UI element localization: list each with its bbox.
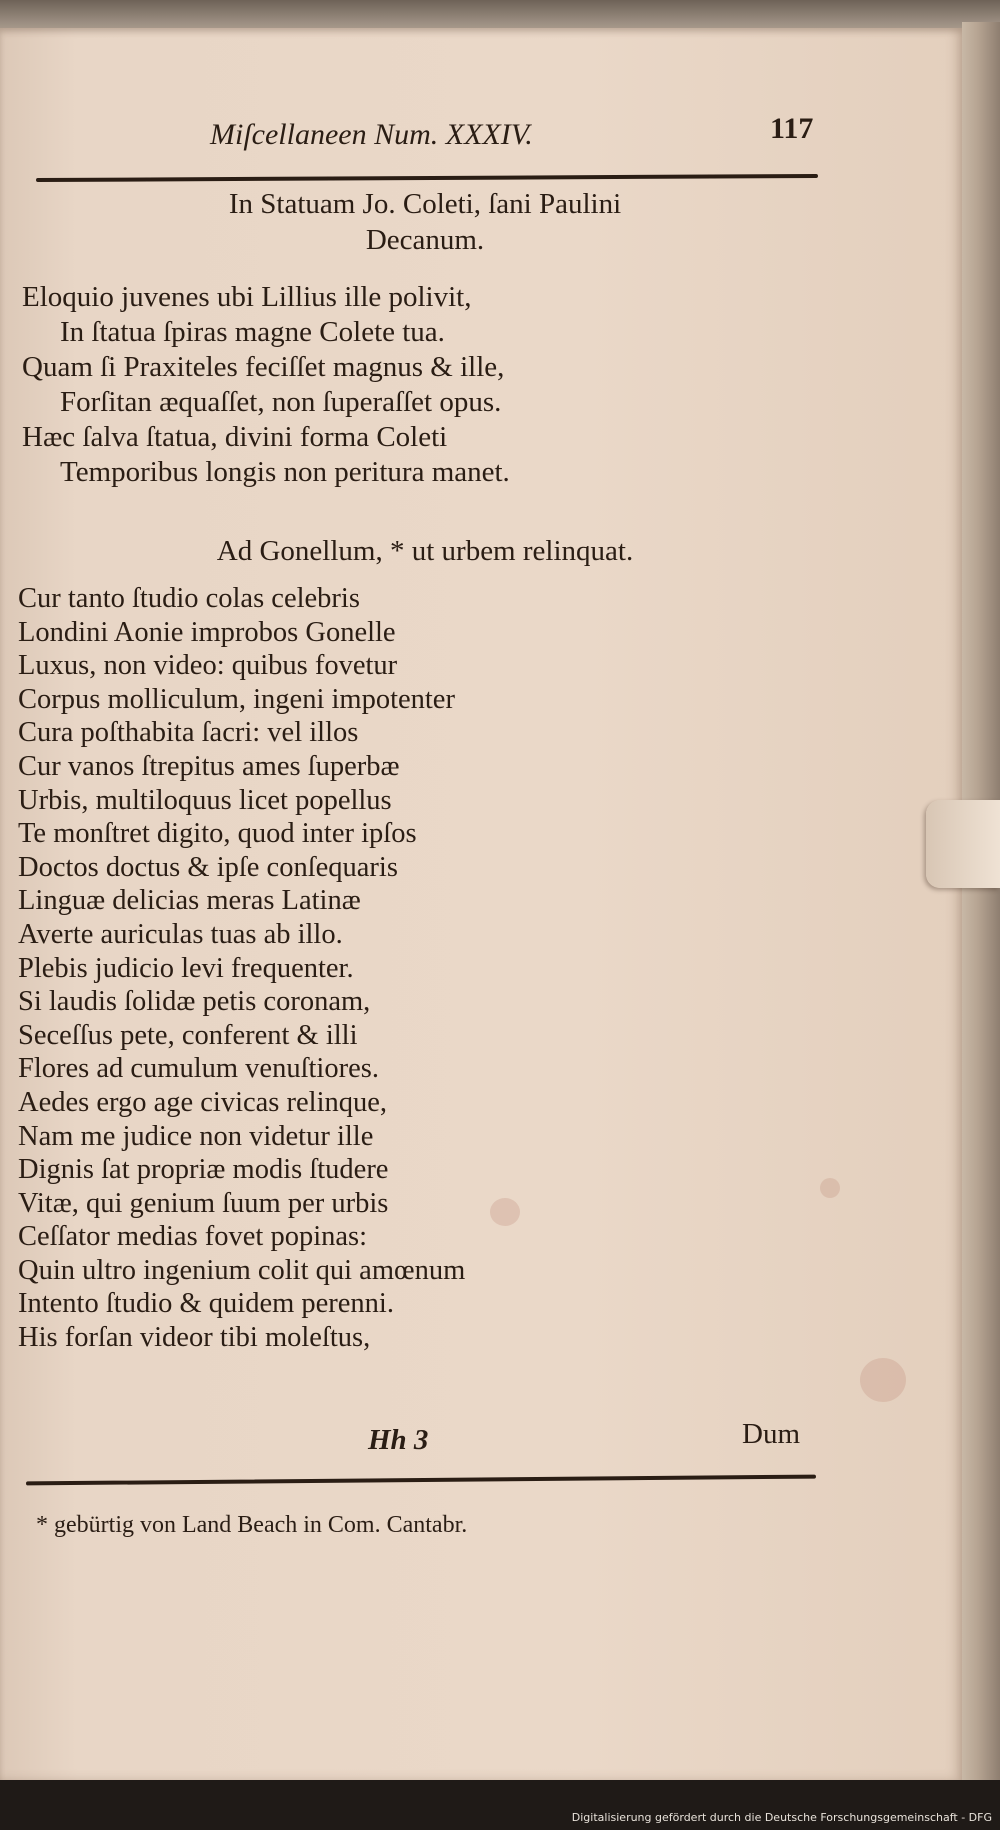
- verse-line: In ſtatua ſpiras magne Colete tua.: [60, 316, 445, 348]
- verse-line: Doctos doctus & ipſe conſequaris: [18, 851, 398, 883]
- verse-line: Intento ſtudio & quidem perenni.: [18, 1288, 394, 1320]
- verse-line: Te monſtret digito, quod inter ipſos: [18, 818, 417, 850]
- digitization-credit: Digitalisierung gefördert durch die Deutsche Forschungsgemeinschaft - DFG: [571, 1811, 992, 1824]
- verse-line: Temporibus longis non peritura manet.: [60, 456, 510, 488]
- verse-line: Seceſſus pete, conferent & illi: [18, 1019, 358, 1051]
- verse-line: Flores ad cumulum venuſtiores.: [18, 1053, 379, 1085]
- book-fore-edge: [962, 22, 1000, 1792]
- poem1-title-line1: In Statuam Jo. Coleti, ſani Paulini: [228, 188, 622, 220]
- verse-line: Cur vanos ſtrepitus ames ſuperbæ: [18, 750, 400, 782]
- verse-line: Ceſſator medias fovet popinas:: [18, 1221, 368, 1253]
- verse-line: Nam me judice non videtur ille: [18, 1120, 374, 1152]
- verse-line: His forſan videor tibi moleſtus,: [18, 1322, 371, 1354]
- verse-line: Cura poſthabita ſacri: vel illos: [18, 717, 359, 749]
- page-fold-tab: [926, 800, 1000, 888]
- poem1-title-line2: Decanum.: [365, 224, 485, 256]
- verse-line: Vitæ, qui genium ſuum per urbis: [18, 1187, 389, 1219]
- verse-line: Hæc ſalva ſtatua, divini forma Coleti: [22, 421, 448, 453]
- foxing-spot: [820, 1178, 840, 1198]
- verse-line: Dignis ſat propriæ modis ſtudere: [18, 1154, 389, 1186]
- verse-line: Si laudis ſolidæ petis coronam,: [18, 986, 371, 1018]
- verse-line: Aedes ergo age civicas relinque,: [18, 1086, 388, 1118]
- page-number: 117: [770, 112, 814, 145]
- foxing-spot: [860, 1358, 906, 1402]
- verse-line: Averte auriculas tuas ab illo.: [18, 918, 343, 950]
- poem2-verses: [18, 582, 818, 1355]
- verse-line: Linguæ delicias meras Latinæ: [18, 885, 361, 917]
- poem2-title: Ad Gonellum, * ut urbem relinquat.: [216, 535, 634, 567]
- verse-line: Forſitan æquaſſet, non ſuperaſſet opus.: [60, 386, 502, 418]
- verse-line: Cur tanto ſtudio colas celebris: [18, 583, 360, 614]
- verse-line: Plebis judicio levi frequenter.: [18, 952, 354, 984]
- verse-line: Corpus molliculum, ingeni impotenter: [18, 683, 455, 715]
- catchword: Dum: [742, 1418, 800, 1450]
- poem1-title: [0, 186, 850, 258]
- poem1-verses: [22, 280, 802, 490]
- verse-line: Londini Aonie improbos Gonelle: [18, 616, 396, 648]
- signature-mark: Hh 3: [368, 1424, 429, 1456]
- verse-line: Luxus, non video: quibus fovetur: [18, 650, 398, 682]
- footnote: * gebürtig von Land Beach in Com. Cantabr.: [36, 1512, 468, 1538]
- scan-footer-bar: [0, 1780, 1000, 1830]
- verse-line: Urbis, multiloquus licet popellus: [18, 784, 392, 816]
- verse-line: Eloquio juvenes ubi Lillius ille polivit,: [22, 281, 472, 313]
- verse-line: Quam ſi Praxiteles feciſſet magnus & ille,: [22, 351, 505, 383]
- running-title: Miſcellaneen Num. XXXIV.: [210, 118, 533, 151]
- verse-line: Quin ultro ingenium colit qui amœnum: [18, 1254, 466, 1286]
